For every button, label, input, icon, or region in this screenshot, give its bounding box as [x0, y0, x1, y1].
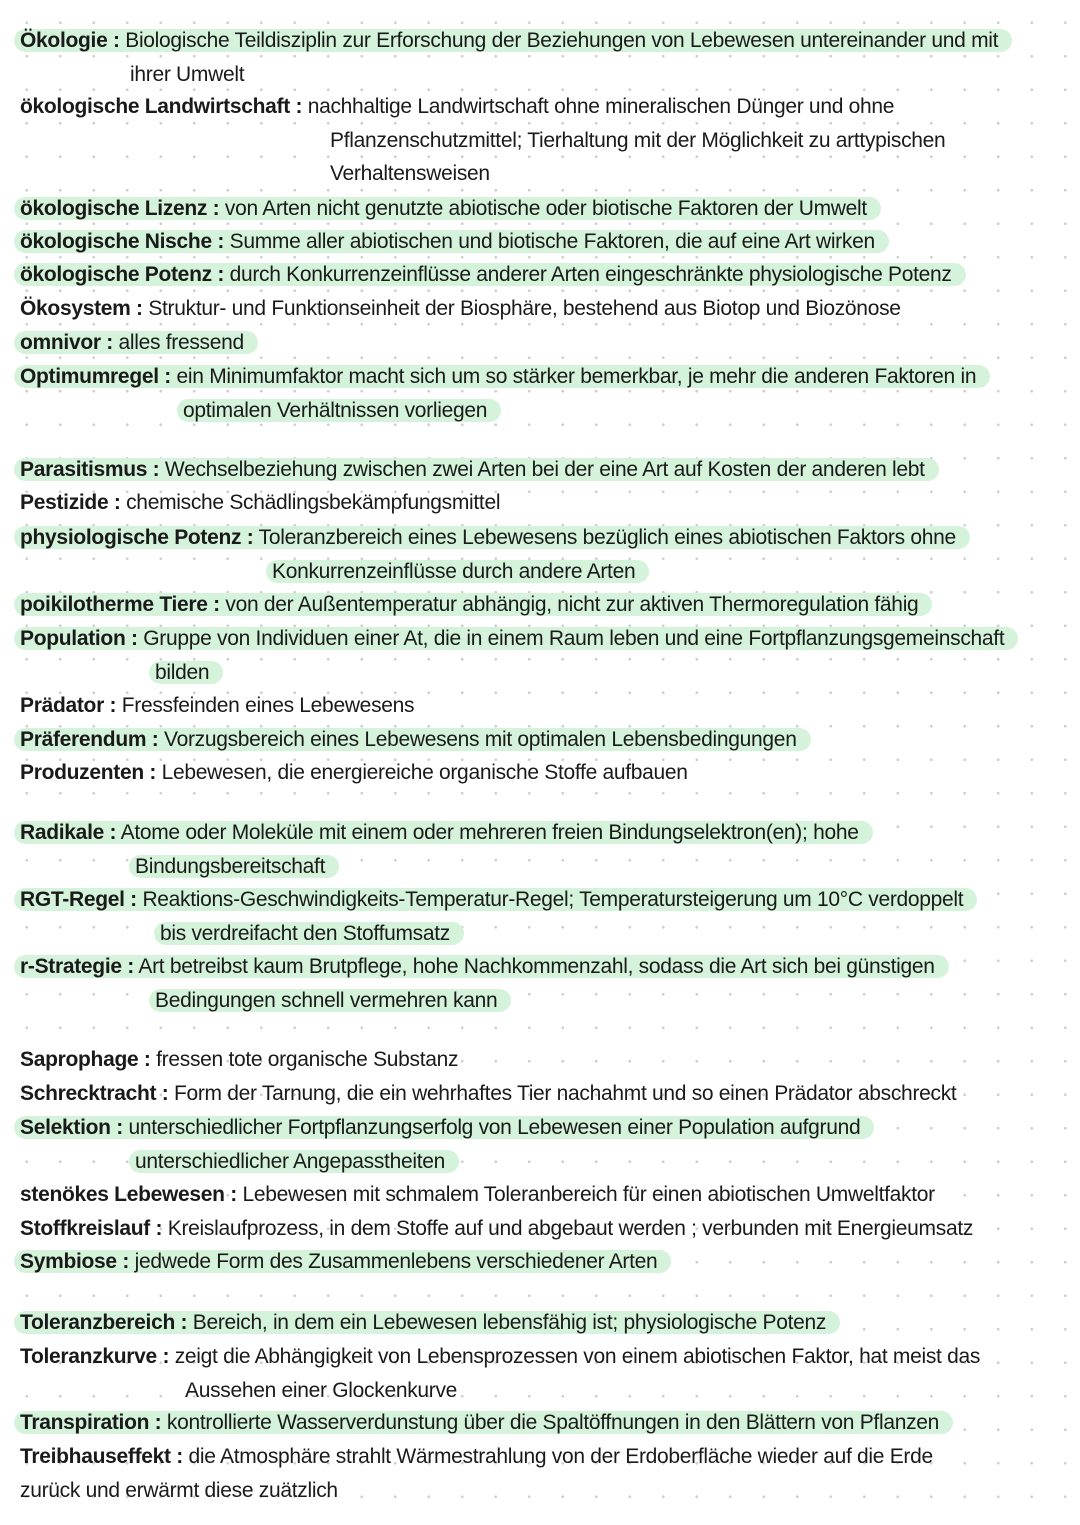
glossary-definition: Lebewesen mit schmalem Toleranbereich für einen abiotischen Umweltfaktor [242, 1183, 935, 1206]
glossary-definition: Konkurrenzeinflüsse durch andere Arten [272, 559, 636, 583]
line-text [20, 1183, 935, 1206]
glossary-line [20, 1079, 956, 1109]
glossary-line [20, 1045, 458, 1075]
glossary-definition: Reaktions-Geschwindigkeits-Temperatur-Regel; Temperatursteigerung um 10°C verdoppelt [142, 888, 964, 911]
highlight-marker [14, 955, 949, 978]
glossary-definition: Atome oder Moleküle mit einem oder mehreren freien Bindungselektron(en); hohe [120, 821, 859, 844]
glossary-definition: Wechselbeziehung zwischen zwei Arten bei der eine Art auf Kosten der anderen lebt [164, 458, 925, 481]
highlight-marker [129, 855, 339, 878]
highlight-marker [149, 661, 223, 684]
glossary-term: r-Strategie : [20, 955, 134, 978]
glossary-line [20, 691, 414, 721]
glossary-term: Population : [20, 627, 138, 650]
glossary-definition: Fressfeinden eines Lebewesens [121, 694, 415, 717]
glossary-definition: Kreislaufprozess, in dem Stoffe auf und abgebaut werden ; verbunden mit Energieumsatz [167, 1217, 974, 1240]
glossary-definition: ein Minimumfaktor macht sich um so stärker bemerkbar, je mehr die anderen Faktoren in [176, 365, 977, 388]
glossary-definition: von der Außentemperatur abhängig, nicht zur aktiven Thermoregulation fähig [225, 593, 919, 616]
glossary-term: Stoffkreislauf : [20, 1217, 163, 1240]
glossary-definition: kontrollierte Wasserverdunstung über die Spaltöffnungen in den Blättern von Pflanzen [166, 1411, 940, 1434]
glossary-definition: bilden [155, 660, 210, 684]
glossary-line [20, 1247, 671, 1277]
highlight-marker [14, 29, 1012, 52]
glossary-definition: zurück und erwärmt diese zuätzlich [20, 1478, 338, 1502]
glossary-definition: Vorzugsbereich eines Lebewesens mit optimalen Lebensbedingungen [164, 728, 797, 751]
glossary-term: Präferendum : [20, 728, 159, 751]
glossary-line [20, 624, 1018, 654]
highlight-marker [14, 263, 966, 286]
glossary-line [20, 227, 889, 257]
glossary-line [20, 194, 881, 224]
glossary-line [20, 1180, 935, 1210]
highlight-marker [14, 821, 873, 844]
glossary-definition: Biologische Teildisziplin zur Erforschung der Beziehungen von Lebewesen untereinander und mit [125, 29, 999, 52]
glossary-definition: Bedingungen schnell vermehren kann [155, 988, 498, 1012]
highlight-marker [14, 526, 970, 549]
glossary-term: ökologische Nische : [20, 230, 225, 253]
glossary-term: Toleranzbereich : [20, 1311, 188, 1334]
glossary-line [155, 658, 223, 688]
glossary-definition: Bereich, in dem ein Lebewesen lebensfähig ist; physiologische Potenz [192, 1311, 827, 1334]
glossary-line [183, 396, 501, 426]
highlight-marker [14, 458, 939, 481]
glossary-line [20, 1408, 953, 1438]
glossary-definition: unterschiedlicher Angepasstheiten [135, 1149, 445, 1173]
glossary-term: stenökes Lebewesen : [20, 1183, 237, 1206]
glossary-line [20, 758, 688, 788]
highlight-marker [14, 197, 881, 220]
glossary-line [20, 488, 500, 518]
glossary-line [135, 852, 339, 882]
glossary-term: Ökologie : [20, 29, 120, 52]
glossary-term: Selektion : [20, 1116, 123, 1139]
line-text [20, 491, 500, 514]
glossary-definition: jedwede Form des Zusammenlebens verschiedener Arten [134, 1250, 658, 1273]
glossary-term: Produzenten : [20, 761, 157, 784]
glossary-term: ökologische Potenz : [20, 263, 225, 286]
line-text [20, 1345, 980, 1368]
glossary-definition: Aussehen einer Glockenkurve [185, 1378, 458, 1402]
glossary-term: Treibhauseffekt : [20, 1445, 183, 1468]
glossary-line [20, 952, 949, 982]
glossary-line [135, 1147, 459, 1177]
glossary-line [20, 26, 1012, 56]
glossary-definition: Summe aller abiotischen und biotische Faktoren, die auf eine Art wirken [229, 230, 875, 253]
line-text [20, 694, 414, 717]
glossary-line [330, 126, 945, 156]
glossary-line [20, 92, 894, 122]
glossary-term: Ökosystem : [20, 297, 143, 320]
line-text [20, 761, 688, 784]
highlight-marker [14, 1116, 874, 1139]
glossary-definition: nachhaltige Landwirtschaft ohne mineralischen Dünger und ohne [307, 95, 895, 118]
glossary-term: Prädator : [20, 694, 117, 717]
line-text [20, 1217, 973, 1240]
glossary-term: omnivor : [20, 331, 113, 354]
line-text [130, 63, 244, 86]
glossary-definition: die Atmosphäre strahlt Wärmestrahlung von der Erdoberfläche wieder auf die Erde [188, 1445, 933, 1468]
highlight-marker [14, 1311, 840, 1334]
glossary-term: ökologische Landwirtschaft : [20, 95, 303, 118]
glossary-line [20, 1476, 338, 1506]
glossary-definition: ihrer Umwelt [130, 62, 245, 86]
highlight-marker [266, 560, 649, 583]
line-text [330, 162, 490, 185]
highlight-marker [14, 331, 258, 354]
line-text [20, 1479, 338, 1502]
glossary-definition: alles fressend [118, 331, 244, 354]
glossary-line [20, 1308, 840, 1338]
highlight-marker [14, 365, 990, 388]
glossary-line [155, 986, 511, 1016]
highlight-marker [14, 1411, 953, 1434]
glossary-line [20, 328, 258, 358]
glossary-definition: von Arten nicht genutzte abiotische oder biotische Faktoren der Umwelt [224, 197, 867, 220]
glossary-line [185, 1376, 457, 1406]
highlight-marker [149, 989, 511, 1012]
highlight-marker [14, 627, 1018, 650]
glossary-line [160, 919, 464, 949]
glossary-definition: Verhaltensweisen [330, 162, 490, 185]
glossary-term: Optimumregel : [20, 365, 171, 388]
glossary-term: RGT-Regel : [20, 888, 137, 911]
glossary-line [20, 1442, 933, 1472]
glossary-definition: fressen tote organische Substanz [156, 1048, 459, 1071]
highlight-marker [177, 399, 501, 422]
highlight-marker [14, 728, 811, 751]
glossary-line [330, 159, 490, 189]
glossary-term: Saprophage : [20, 1048, 151, 1071]
glossary-line [272, 557, 649, 587]
line-text [20, 1082, 956, 1105]
glossary-definition: optimalen Verhältnissen vorliegen [183, 398, 488, 422]
highlight-marker [14, 1250, 671, 1273]
line-text [20, 1048, 458, 1071]
glossary-definition: Gruppe von Individuen einer At, die in einem Raum leben und eine Fortpflanzungsgemeinschaft [143, 627, 1005, 650]
glossary-term: ökologische Lizenz : [20, 197, 220, 220]
glossary-definition: Lebewesen, die energiereiche organische Stoffe aufbauen [161, 761, 688, 784]
glossary-term: Symbiose : [20, 1250, 130, 1273]
glossary-term: Toleranzkurve : [20, 1345, 170, 1368]
glossary-line [20, 1342, 980, 1372]
glossary-term: poikilotherme Tiere : [20, 593, 220, 616]
glossary-line [20, 455, 939, 485]
glossary-term: Schrecktracht : [20, 1082, 169, 1105]
line-text [20, 1445, 933, 1468]
glossary-definition: zeigt die Abhängigkeit von Lebensprozessen von einem abiotischen Faktor, hat meist das [174, 1345, 981, 1368]
glossary-term: physiologische Potenz : [20, 526, 254, 549]
line-text [20, 297, 901, 320]
glossary-line [20, 523, 970, 553]
glossary-definition: Toleranzbereich eines Lebewesens bezüglich eines abiotischen Faktors ohne [258, 526, 956, 549]
glossary-line [20, 818, 873, 848]
glossary-term: Pestizide : [20, 491, 121, 514]
glossary-definition: Form der Tarnung, die ein wehrhaftes Tier nachahmt und so einen Prädator abschreckt [173, 1082, 957, 1105]
highlight-marker [129, 1150, 459, 1173]
glossary-line [20, 885, 977, 915]
line-text [185, 1379, 457, 1402]
glossary-definition: bis verdreifacht den Stoffumsatz [160, 921, 450, 945]
glossary-term: Parasitismus : [20, 458, 160, 481]
glossary-definition: Pflanzenschutzmittel; Tierhaltung mit der Möglichkeit zu arttypischen [330, 128, 946, 152]
glossary-line [20, 362, 990, 392]
glossary-term: Transpiration : [20, 1411, 162, 1434]
highlight-marker [14, 888, 977, 911]
glossary-line [20, 725, 811, 755]
line-text [20, 95, 894, 118]
glossary-line [20, 1113, 874, 1143]
glossary-definition: Bindungsbereitschaft [135, 854, 326, 878]
glossary-definition: chemische Schädlingsbekämpfungsmittel [126, 491, 501, 514]
highlight-marker [14, 230, 889, 253]
highlight-marker [14, 593, 932, 616]
glossary-line [20, 590, 932, 620]
glossary-line [20, 294, 901, 324]
line-text [330, 129, 945, 152]
glossary-definition: Art betreibst kaum Brutpflege, hohe Nachkommenzahl, sodass die Art sich bei günstigen [138, 955, 935, 978]
glossary-term: Radikale : [20, 821, 117, 844]
glossary-line [130, 60, 244, 90]
glossary-definition: Struktur- und Funktionseinheit der Biosphäre, bestehend aus Biotop und Biozönose [148, 297, 901, 320]
highlight-marker [154, 922, 464, 945]
glossary-line [20, 1214, 973, 1244]
glossary-definition: unterschiedlicher Fortpflanzungserfolg von Lebewesen einer Population aufgrund [128, 1116, 861, 1139]
glossary-definition: durch Konkurrenzeinflüsse anderer Arten eingeschränkte physiologische Potenz [229, 263, 952, 286]
glossary-line [20, 260, 966, 290]
